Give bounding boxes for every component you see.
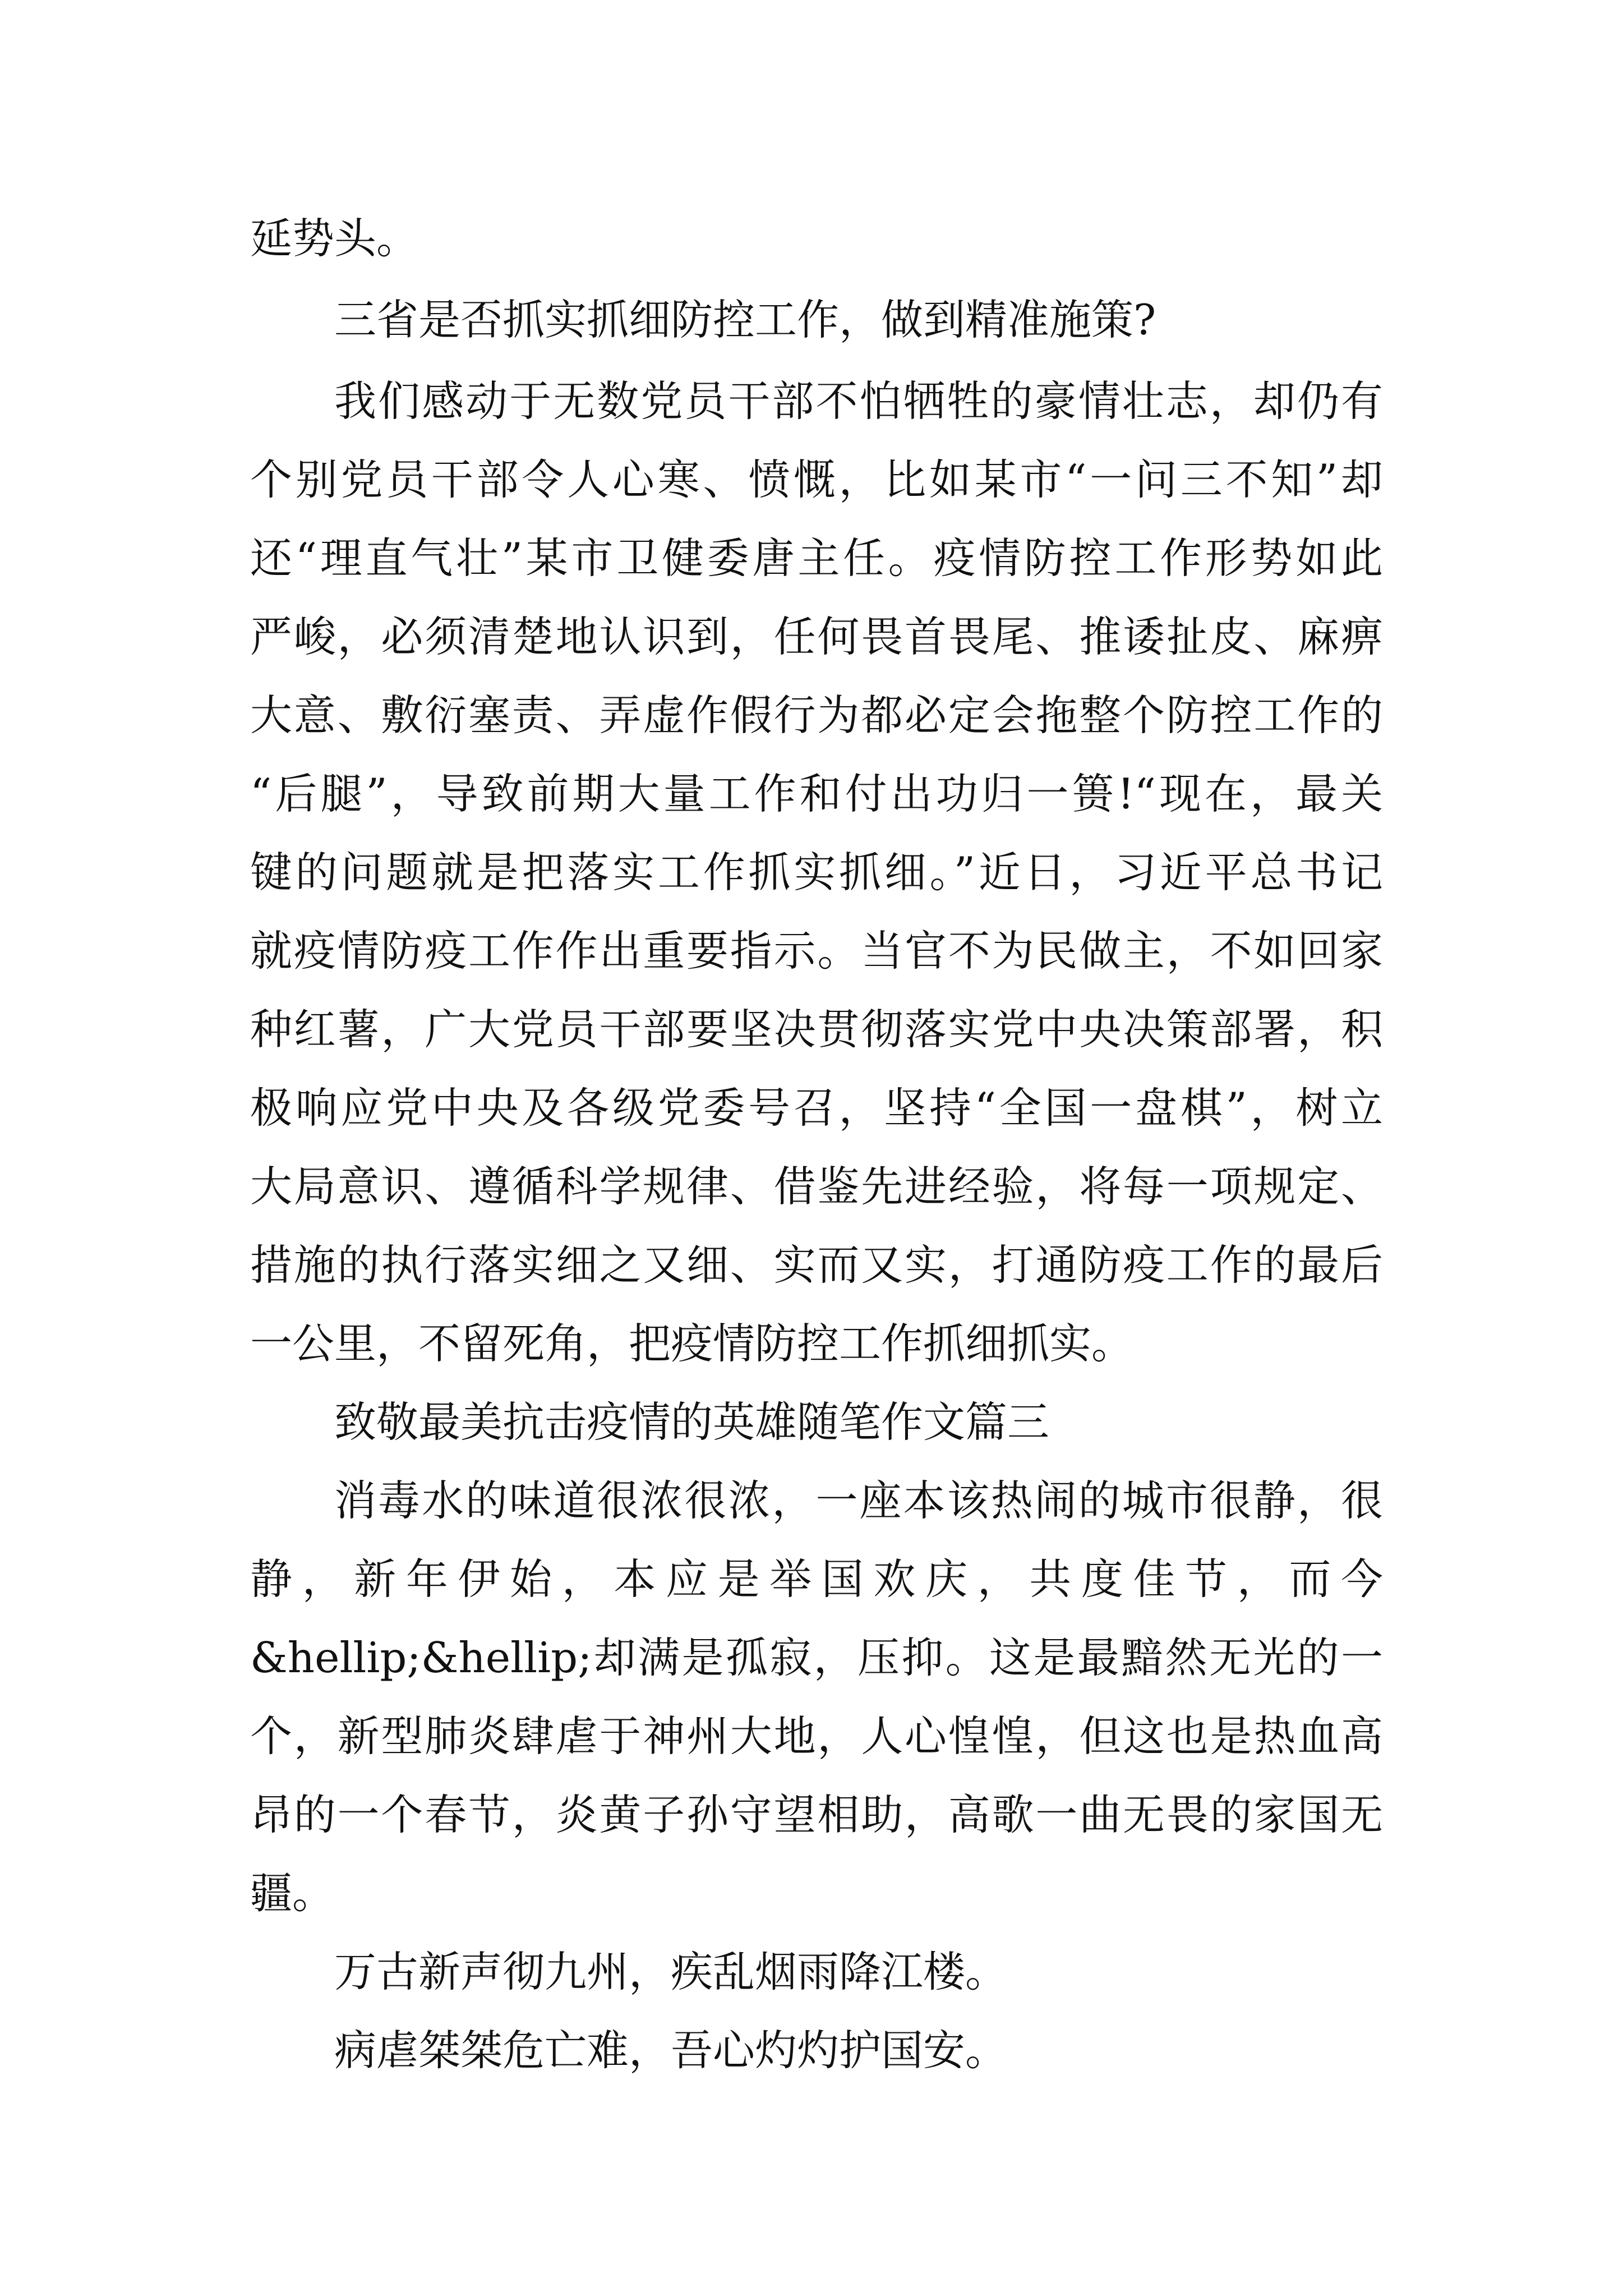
text-line: 就疫情防疫工作作出重要指示。当官不为民做主，不如回家 — [250, 926, 1383, 976]
text-line: 极响应党中央及各级党委号召，坚持“全国一盘棋”，树立 — [250, 1083, 1383, 1133]
text-line: 措施的执行落实细之又细、实而又实，打通防疫工作的最后 — [250, 1240, 1383, 1290]
text-line: 种红薯，广大党员干部要坚决贯彻落实党中央决策部署，积 — [250, 1005, 1383, 1054]
text-line: &hellip;&hellip;却满是孤寂，压抑。这是最黯然无光的一 — [250, 1633, 1383, 1682]
text-line: 大局意识、遵循科学规律、借鉴先进经验，将每一项规定、 — [250, 1162, 1383, 1211]
poem-line: 病虐桀桀危亡难，吾心灼灼护国安。 — [334, 2026, 1008, 2075]
text-line: 疆。 — [250, 1869, 335, 1918]
text-line: 消毒水的味道很浓很浓，一座本该热闹的城市很静，很 — [334, 1476, 1383, 1525]
text-line: 我们感动于无数党员干部不怕牺牲的豪情壮志，却仍有 — [334, 376, 1383, 426]
text-line: 键的问题就是把落实工作抓实抓细。”近日，习近平总书记 — [250, 848, 1383, 897]
text-line: 个别党员干部令人心寒、愤慨，比如某市“一问三不知”却 — [250, 455, 1383, 504]
poem-line: 万古新声彻九州，疾乱烟雨降江楼。 — [334, 1947, 1008, 1996]
text-line: 还“理直气壮”某市卫健委唐主任。疫情防控工作形势如此 — [250, 533, 1383, 583]
text-line: 严峻，必须清楚地认识到，任何畏首畏尾、推诿扯皮、麻痹 — [250, 612, 1383, 661]
text-line: 一公里，不留死角，把疫情防控工作抓细抓实。 — [250, 1319, 1134, 1368]
text-line: 静，新年伊始，本应是举国欢庆，共度佳节，而今 — [250, 1554, 1383, 1604]
text-line: 大意、敷衍塞责、弄虚作假行为都必定会拖整个防控工作的 — [250, 691, 1383, 740]
text-line: “后腿”，导致前期大量工作和付出功归一篑!“现在，最关 — [250, 769, 1383, 818]
text-line: 昂的一个春节，炎黄子孙守望相助，高歌一曲无畏的家国无 — [250, 1790, 1383, 1839]
text-line: 个，新型肺炎肆虐于神州大地，人心惶惶，但这也是热血高 — [250, 1711, 1383, 1761]
text-line: 延势头。 — [250, 214, 419, 263]
section-heading: 致敬最美抗击疫情的英雄随笔作文篇三 — [334, 1397, 1050, 1447]
text-line: 三省是否抓实抓细防控工作，做到精准施策? — [334, 295, 1156, 344]
